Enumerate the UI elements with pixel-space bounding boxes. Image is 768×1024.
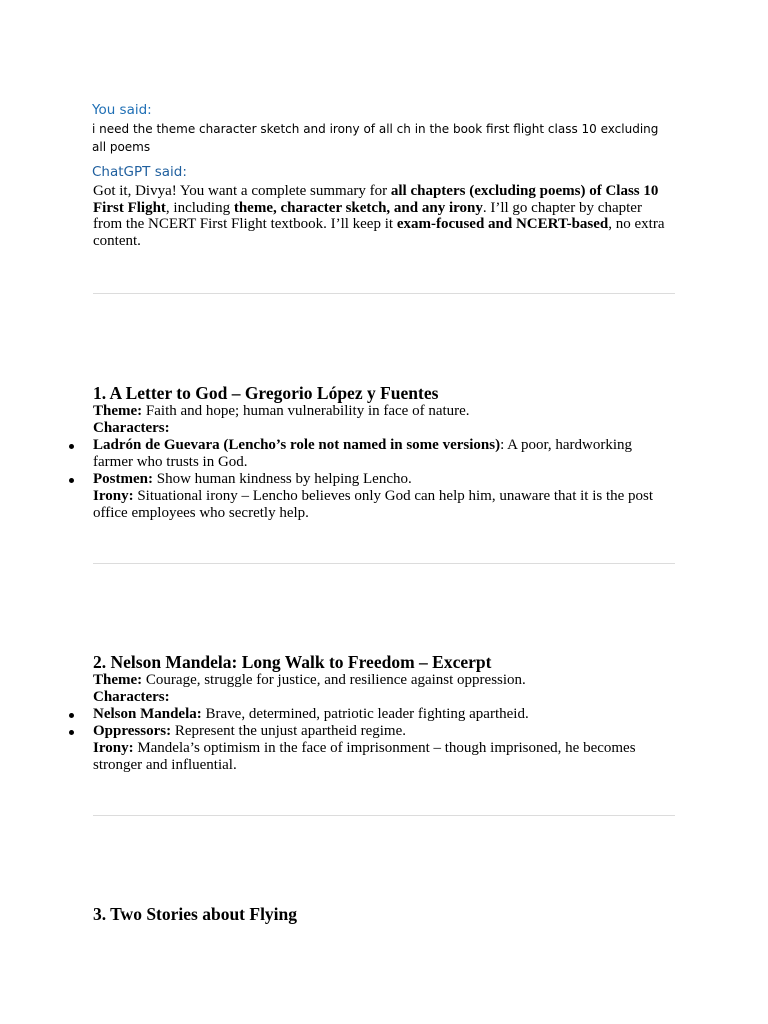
chapter-1 bbox=[93, 383, 675, 522]
irony-line: Irony: Mandela’s optimism in the face of imprisonment – though imprisoned, he becomes stronger and influential. bbox=[93, 740, 636, 773]
chapter-title: 2. Nelson Mandela: Long Walk to Freedom – Excerpt bbox=[93, 652, 492, 672]
divider bbox=[93, 293, 675, 294]
theme-line: Theme: Faith and hope; human vulnerability in face of nature. bbox=[93, 403, 470, 419]
user-message: i need the theme character sketch and irony of all ch in the book first flight class 10 excluding all poems bbox=[92, 122, 659, 154]
divider bbox=[93, 563, 675, 564]
characters-heading: Characters: bbox=[93, 689, 170, 705]
characters-heading: Characters: bbox=[93, 420, 170, 436]
irony-line: Irony: Situational irony – Lencho believes only God can help him, unaware that it is the post office employees who secretly help. bbox=[93, 488, 654, 521]
list-item: Nelson Mandela: Brave, determined, patriotic leader fighting apartheid. bbox=[93, 706, 675, 723]
assistant-intro: Got it, Divya! You want a complete summary for all chapters (excluding poems) of Class 10 First Flight, including theme, character sketch, and any irony. I’ll go chapter by chapter from the NCERT First Flight textbook. I’ll keep it exam-focused and NCERT-based, no extra content. bbox=[93, 183, 665, 249]
character-list bbox=[93, 437, 675, 488]
divider bbox=[93, 815, 675, 816]
list-item: Postmen: Show human kindness by helping Lencho. bbox=[93, 471, 675, 488]
chapter-title: 1. A Letter to God – Gregorio López y Fuentes bbox=[93, 383, 439, 403]
user-label: You said: bbox=[92, 102, 152, 118]
list-item: Oppressors: Represent the unjust apartheid regime. bbox=[93, 723, 675, 740]
character-list bbox=[93, 706, 675, 740]
list-item: Ladrón de Guevara (Lencho’s role not named in some versions): A poor, hardworking farmer who trusts in God. bbox=[93, 437, 675, 471]
chapter-3 bbox=[93, 904, 675, 924]
chapter-2 bbox=[93, 652, 675, 774]
assistant-label: ChatGPT said: bbox=[92, 164, 187, 180]
theme-line: Theme: Courage, struggle for justice, and resilience against oppression. bbox=[93, 672, 526, 688]
chapter-title: 3. Two Stories about Flying bbox=[93, 904, 298, 924]
